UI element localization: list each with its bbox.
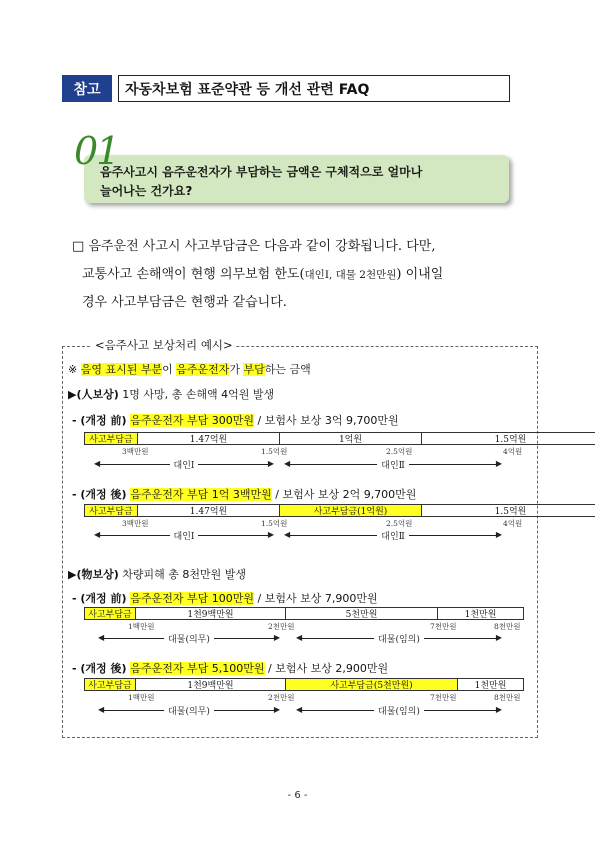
bar-segment: 1천만원	[458, 678, 524, 691]
tick-label: 4억원	[503, 519, 523, 528]
bar-segment: 사고부담금	[84, 607, 136, 620]
range-label: 대물(의무)	[168, 634, 210, 645]
tick-label: 1백만원	[128, 693, 155, 702]
arrow-line	[409, 464, 496, 465]
person-before-lead: - (개정 前)	[72, 414, 131, 427]
tick-label: 7천만원	[430, 693, 457, 702]
question-line-2: 늘어나는 건가요?	[100, 184, 193, 198]
arrow-left-icon: ◀	[94, 530, 101, 539]
question-number: 01	[74, 129, 119, 173]
range-label: 대인Ⅱ	[381, 460, 405, 471]
range-label: 대물(임의)	[378, 706, 420, 717]
page-number: - 6 -	[287, 790, 308, 801]
bar-segment: 사고부담금(1억원)	[280, 504, 422, 517]
range-arrow	[296, 633, 502, 643]
range-arrow	[296, 705, 502, 715]
answer-text-1: 음주운전 사고시 사고부담금은 다음과 같이 강화됩니다. 다만,	[88, 239, 436, 254]
legend-suffix: 하는 금액	[264, 363, 311, 376]
tick-label: 8천만원	[494, 622, 521, 631]
property-before-bar	[84, 607, 524, 620]
legend-line	[68, 361, 311, 377]
bar-segment: 1천9백만원	[136, 607, 286, 620]
range-label: 대물(의무)	[168, 706, 210, 717]
range-label: 대물(임의)	[378, 634, 420, 645]
arrow-left-icon: ◀	[284, 459, 291, 468]
range-arrow	[94, 530, 274, 540]
arrow-line	[290, 535, 377, 536]
bar-segment: 1.47억원	[138, 432, 280, 445]
arrow-line	[302, 710, 374, 711]
person-before-bar	[84, 432, 595, 445]
answer-text-2a: 교통사고 손해액이 현행 의무보험 한도(	[82, 267, 305, 282]
arrow-line	[198, 464, 267, 465]
range-arrow	[284, 459, 502, 469]
tick-label: 4억원	[503, 447, 523, 456]
answer-bullet: □	[72, 239, 85, 254]
bar-segment: 1억원	[280, 432, 422, 445]
property-section-label	[68, 566, 246, 582]
arrow-line	[214, 638, 274, 639]
property-label: ▶(物보상)	[68, 568, 119, 581]
bar-segment: 5천만원	[286, 607, 438, 620]
section-header	[62, 75, 510, 102]
arrow-line	[104, 638, 164, 639]
arrow-right-icon: ▶	[273, 633, 280, 642]
tick-label: 2.5억원	[386, 447, 413, 456]
header-title: 자동차보험 표준약관 등 개선 관련 FAQ	[118, 75, 510, 102]
answer-line-2	[72, 261, 542, 289]
question-line-1: 음주사고시 음주운전자가 부담하는 금액은 구체적으로 얼마나	[100, 165, 423, 179]
range-arrow	[284, 530, 502, 540]
person-after-rest: / 보험사 보상 2억 9,700만원	[271, 488, 417, 501]
tick-label: 7천만원	[430, 622, 457, 631]
arrow-line	[104, 710, 164, 711]
property-before-highlight: 음주운전자 부담 100만원	[130, 592, 254, 605]
question-text	[100, 163, 500, 201]
arrow-line	[100, 464, 169, 465]
arrow-left-icon: ◀	[296, 633, 303, 642]
person-after-bar	[84, 504, 595, 517]
property-after-highlight: 음주운전자 부담 5,100만원	[130, 662, 265, 675]
person-section-label	[68, 386, 274, 402]
property-before-lead: - (개정 前)	[72, 592, 131, 605]
bar-segment: 사고부담금(5천만원)	[286, 678, 458, 691]
property-after-lead: - (개정 後)	[72, 662, 131, 675]
arrow-line	[424, 710, 496, 711]
arrow-line	[100, 535, 169, 536]
arrow-line	[409, 535, 496, 536]
arrow-left-icon: ◀	[98, 705, 105, 714]
legend-mid-1: 이	[162, 363, 177, 376]
arrow-left-icon: ◀	[98, 633, 105, 642]
range-arrow	[94, 459, 274, 469]
person-after-highlight: 음주운전자 부담 1억 3백만원	[130, 488, 272, 501]
range-label: 대인Ⅰ	[173, 531, 195, 542]
arrow-line	[302, 638, 374, 639]
person-desc: 1명 사망, 총 손해액 4억원 발생	[118, 388, 275, 401]
bar-segment: 1천9백만원	[136, 678, 286, 691]
property-after-line	[72, 660, 388, 676]
arrow-right-icon: ▶	[267, 530, 275, 539]
arrow-right-icon: ▶	[495, 633, 502, 642]
legend-mid-2: 가	[229, 363, 244, 376]
property-desc: 차량피해 총 8천만원 발생	[118, 568, 247, 581]
person-after-lead: - (개정 後)	[72, 488, 131, 501]
tick-label: 3백만원	[122, 519, 149, 528]
answer-text-2-small: 대인Ⅰ, 대물 2천만원	[304, 269, 397, 281]
arrow-right-icon: ▶	[273, 705, 280, 714]
tick-label: 2천만원	[268, 693, 295, 702]
header-tag: 참고	[62, 75, 112, 102]
answer-text-2b: ) 이내일	[396, 267, 444, 282]
range-label: 대인Ⅰ	[173, 460, 195, 471]
example-title: <음주사고 보상처리 예시>	[92, 337, 236, 353]
property-after-rest: / 보험사 보상 2,900만원	[264, 662, 389, 675]
arrow-right-icon: ▶	[495, 705, 502, 714]
property-after-bar	[84, 678, 524, 691]
tick-label: 1.5억원	[261, 447, 288, 456]
bar-segment: 1.47억원	[138, 504, 280, 517]
arrow-right-icon: ▶	[495, 530, 503, 539]
legend-prefix: ※	[68, 363, 81, 376]
legend-highlight-3: 부담	[243, 363, 265, 376]
answer-line-3: 경우 사고부담금은 현행과 같습니다.	[82, 295, 287, 310]
tick-label: 8천만원	[494, 693, 521, 702]
property-before-rest: / 보험사 보상 7,900만원	[254, 592, 378, 605]
property-before-line	[72, 590, 378, 606]
answer-paragraph	[72, 233, 542, 317]
legend-highlight-2: 음주운전자	[176, 363, 230, 376]
range-arrow	[98, 633, 280, 643]
arrow-line	[424, 638, 496, 639]
arrow-line	[198, 535, 267, 536]
person-before-line	[72, 412, 399, 428]
arrow-left-icon: ◀	[296, 705, 303, 714]
range-label: 대인Ⅱ	[381, 531, 405, 542]
arrow-right-icon: ▶	[495, 459, 503, 468]
arrow-left-icon: ◀	[94, 459, 101, 468]
answer-line-1	[72, 233, 542, 261]
tick-label: 2.5억원	[386, 519, 413, 528]
person-after-line	[72, 486, 416, 502]
range-arrow	[98, 705, 280, 715]
tick-label: 2천만원	[268, 622, 295, 631]
arrow-left-icon: ◀	[284, 530, 291, 539]
person-before-rest: / 보험사 보상 3억 9,700만원	[254, 414, 399, 427]
bar-segment: 사고부담금	[84, 504, 138, 517]
tick-label: 3백만원	[122, 447, 149, 456]
arrow-line	[290, 464, 377, 465]
tick-label: 1백만원	[128, 622, 155, 631]
bar-segment: 1.5억원	[422, 504, 595, 517]
arrow-right-icon: ▶	[267, 459, 275, 468]
person-before-highlight: 음주운전자 부담 300만원	[130, 414, 254, 427]
bar-segment: 1천만원	[438, 607, 524, 620]
bar-segment: 1.5억원	[422, 432, 595, 445]
bar-segment: 사고부담금	[84, 432, 138, 445]
arrow-line	[214, 710, 274, 711]
bar-segment: 사고부담금	[84, 678, 136, 691]
tick-label: 1.5억원	[261, 519, 288, 528]
person-label: ▶(人보상)	[68, 388, 119, 401]
legend-highlight-1: 음영 표시된 부분	[80, 363, 163, 376]
